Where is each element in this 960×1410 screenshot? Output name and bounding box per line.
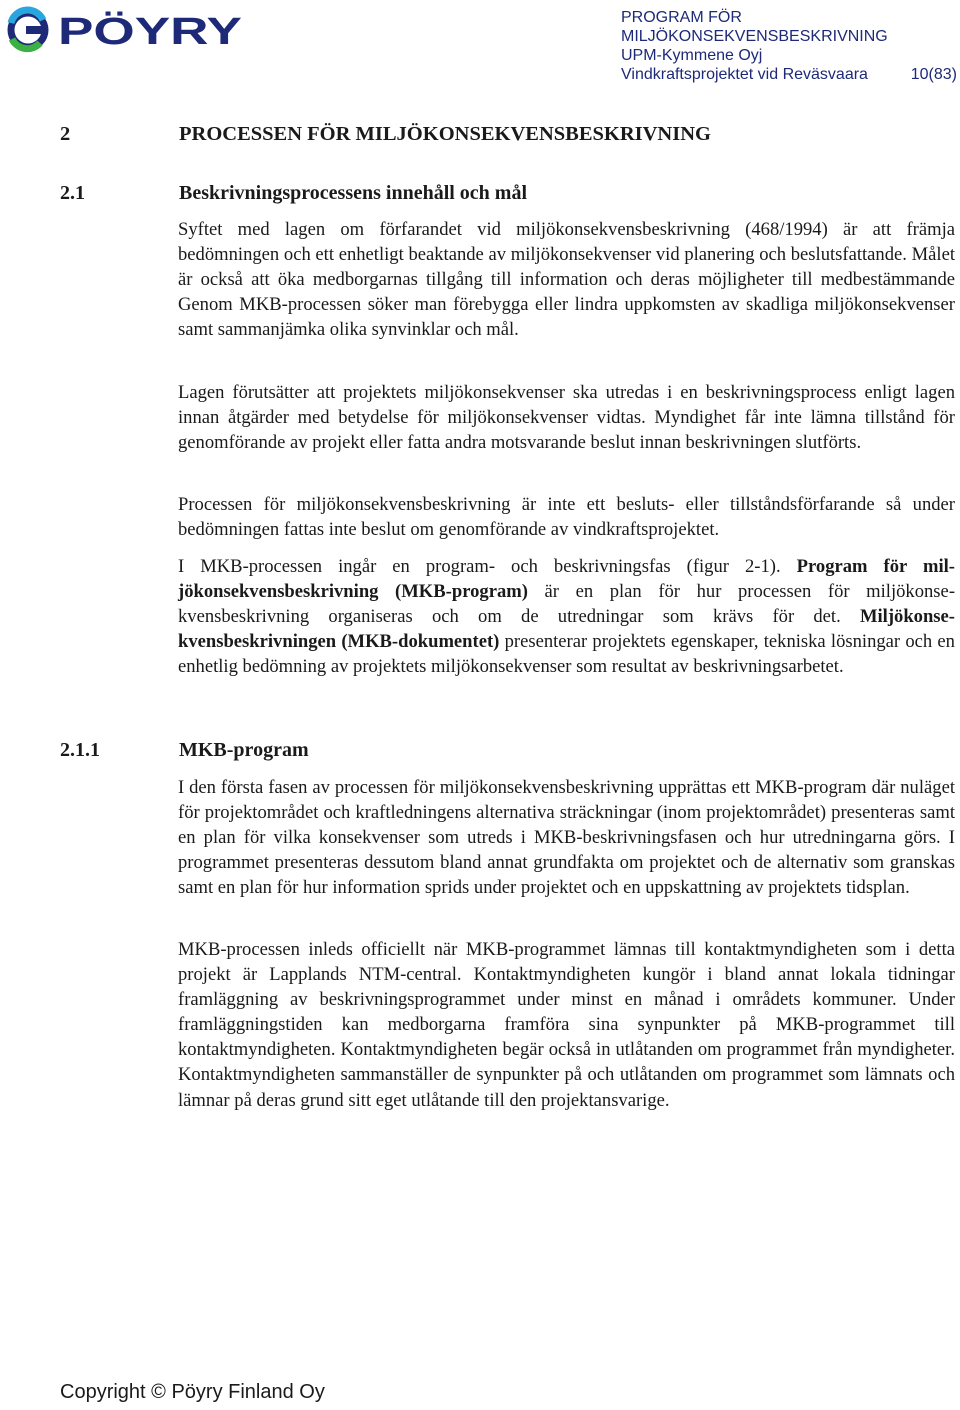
header-project: Vindkraftsprojektet vid Reväsvaara: [621, 66, 868, 83]
paragraph: I den första fasen av processen för miljökonsekvensbeskrivning upprättas ett MKB-program där nuläget för projektområdet och kraftledningens alternativa sträckningar (inom projektområdet) presenteras samt en plan för vilka konsekvenser som utreds i MKB-beskrivningsfasen och hur utredningarna görs. I programmet presenteras dessutom bland annat grundfakta om projektet och de alternativ som granskas samt en plan för hur information sprids under projektet och en uppskattning av projektets tidsplan.: [178, 777, 955, 899]
header-page-number: 10(83): [910, 66, 957, 83]
term-mkb-dokumentet: Miljökonsekvensbeskrivningen (MKB-dokumentet): [178, 606, 955, 653]
poyry-logo: [6, 6, 244, 54]
logo-wordmark: PÖYRY: [58, 11, 190, 53]
header-client: UPM-Kymmene Oyj: [621, 47, 763, 64]
section-number: 2: [60, 123, 71, 145]
header-doc-type-line2: MILJÖKONSEKVENSBESKRIVNING: [621, 28, 888, 45]
paragraph: Lagen förutsätter att projektets miljökonsekvenser ska utredas i en beskrivningsprocess enligt lagen innan åtgärder med betydelse för miljökonsekvenser vidtas. Myndighet får inte lämna tillstånd för genomförande av projekt eller fatta andra motsvarande beslut innan beskrivningen slutförts.: [178, 382, 955, 454]
header-doc-type-line1: PROGRAM FÖR: [621, 9, 742, 26]
paragraph-text: I MKB-processen ingår en program- och beskrivningsfas (figur 2-1).: [178, 556, 797, 577]
document-header: [621, 8, 957, 84]
subsection-number: 2.1: [60, 182, 85, 204]
paragraph: Processen för miljökonsekvensbeskrivning är inte ett besluts- eller tillståndsförfarande så under bedömningen fattas inte beslut om genomförande av vindkraftsprojektet.: [178, 494, 955, 541]
paragraph-mkb-phases: [178, 554, 955, 679]
subsection-title: Beskrivningsprocessens innehåll och mål: [179, 182, 528, 204]
subsubsection-number: 2.1.1: [60, 739, 100, 761]
paragraph: MKB-processen inleds officiellt när MKB-programmet lämnas till kontaktmyndigheten som i detta projekt är Lapplands NTM-central. Kontaktmyndigheten kungör i bland annat lokala tidningar framläggning av beskrivningsprogrammet under minst en månad i områdets kommuner. Under framläggningstiden kan medborgarna framföra sina synpunkter på MKB-programmet till kontaktmyndigheten. Kontaktmyndigheten begär också in utlåtanden om programmet från myndigheter. Kontaktmyndigheten sammanställer de synpunkter på och utlåtanden om programmet som lämnats och lämnar på deras grund sitt eget utlåtande till den projektansvarige.: [178, 939, 955, 1111]
paragraph-text: presenterar projektets egenskaper, tekniska lösningar och en enhetlig bedömning av projektets miljökonsekvenser som resultat av beskrivningsarbetet.: [178, 631, 955, 678]
footer-copyright: Copyright © Pöyry Finland Oy: [60, 1381, 325, 1403]
paragraph: Syftet med lagen om förfarandet vid miljökonsekvensbeskrivning (468/1994) är att främja bedömningen och ett enhetligt beaktande av miljökonsekvenser vid planering och beslutsfattande. Målet är också att öka medborgarnas tillgång till information och deras möjligheter till medbestämmande Genom MKB-processen söker man förebygga eller lindra uppkomsten av skadliga miljökonsekvenser samt sammanjämka olika synvinklar och mål.: [178, 219, 955, 341]
header-project-row: [621, 65, 957, 84]
logo-emblem: [11, 10, 45, 49]
term-mkb-program: Program för miljökonsekvensbeskrivning (MKB-program): [178, 556, 955, 603]
paragraph-text: är en plan för hur processen för miljökonsekvensbeskrivning organiseras och om de utredningar som krävs för det.: [178, 581, 956, 628]
section-title: PROCESSEN FÖR MILJÖKONSEKVENSBESKRIVNING: [179, 123, 711, 145]
subsubsection-title: MKB-program: [179, 739, 309, 761]
